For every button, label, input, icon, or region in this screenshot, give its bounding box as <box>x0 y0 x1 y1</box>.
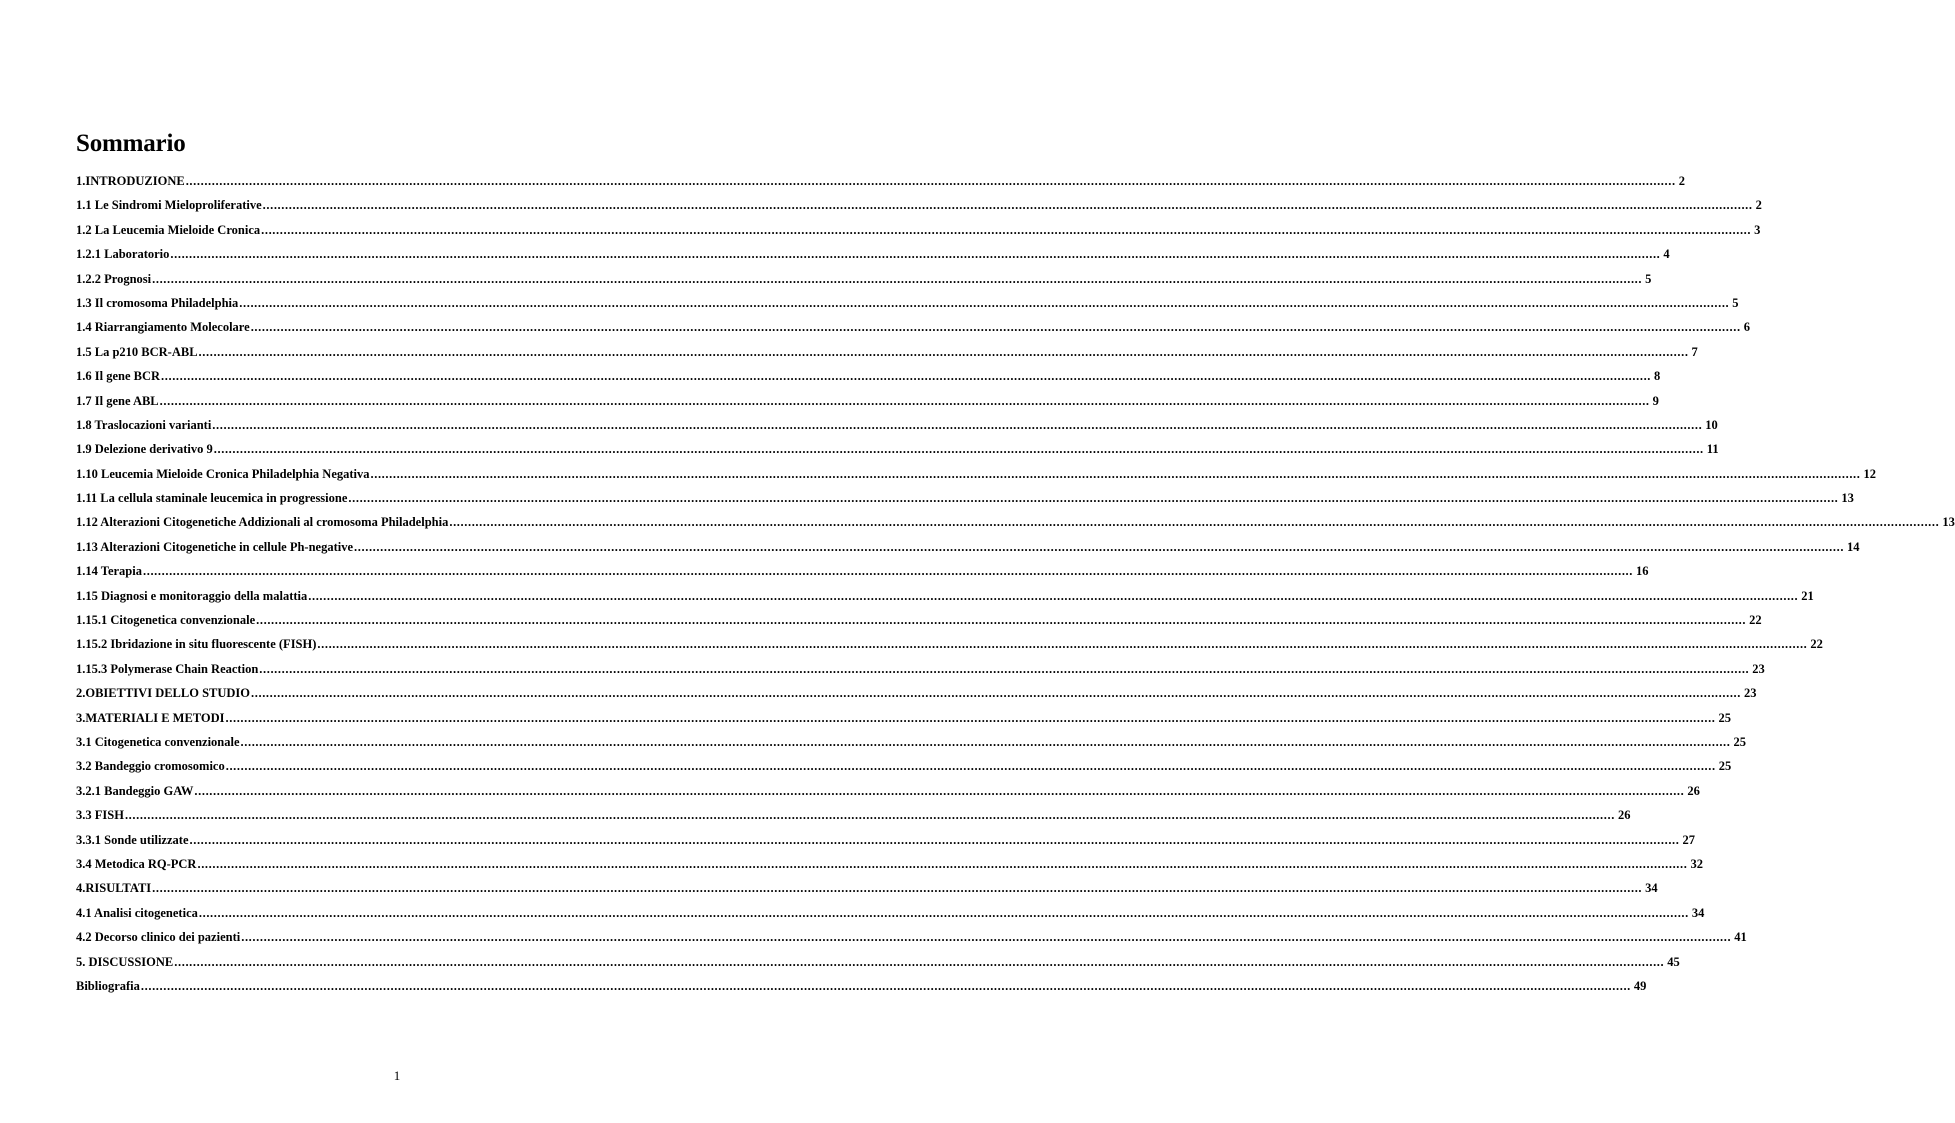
table-of-contents <box>76 169 1955 998</box>
toc-entry[interactable] <box>76 291 1739 315</box>
toc-entry-page: 12 <box>1863 466 1876 481</box>
toc-entry[interactable] <box>76 510 1955 534</box>
toc-entry-label: 5. DISCUSSIONE <box>76 954 174 969</box>
toc-entry-page: 34 <box>1691 905 1705 920</box>
toc-entry[interactable] <box>76 754 1732 778</box>
toc-leader-dots: ................................................................................................................................................................................................................................................................................................................................................................................................................ <box>262 198 1753 213</box>
toc-entry[interactable] <box>76 413 1718 437</box>
toc-entry[interactable] <box>76 803 1631 827</box>
toc-entry-label: 1.15.1 Citogenetica convenzionale <box>76 613 256 628</box>
toc-entry-page: 10 <box>1705 417 1718 432</box>
toc-entry-page: 6 <box>1743 320 1750 335</box>
toc-entry-label: 1.3 Il cromosoma Philadelphia <box>76 295 239 310</box>
toc-leader-dots: ................................................................................................................................................................................................................................................................................................................................................................................................................ <box>152 881 1643 896</box>
toc-entry[interactable] <box>76 169 1685 193</box>
toc-leader-dots: ................................................................................................................................................................................................................................................................................................................................................................................................................ <box>152 271 1643 286</box>
toc-entry[interactable] <box>76 706 1732 730</box>
toc-entry-page: 41 <box>1734 930 1747 945</box>
toc-entry-label: 1.11 La cellula staminale leucemica in progressione <box>76 491 348 506</box>
toc-entry-page: 45 <box>1667 954 1680 969</box>
toc-entry-page: 2 <box>1755 198 1762 213</box>
toc-leader-dots: ................................................................................................................................................................................................................................................................................................................................................................................................................ <box>213 442 1704 457</box>
toc-entry[interactable] <box>76 535 1860 559</box>
toc-entry-label: 1.4 Riarrangiamento Molecolare <box>76 320 250 335</box>
toc-entry[interactable] <box>76 925 1747 949</box>
toc-entry[interactable] <box>76 632 1823 656</box>
toc-entry[interactable] <box>76 657 1765 681</box>
toc-entry[interactable] <box>76 267 1652 291</box>
toc-entry[interactable] <box>76 584 1814 608</box>
toc-leader-dots: ................................................................................................................................................................................................................................................................................................................................................................................................................ <box>212 417 1703 432</box>
toc-entry-page: 16 <box>1636 564 1649 579</box>
toc-entry-page: 25 <box>1718 759 1732 774</box>
toc-leader-dots: ................................................................................................................................................................................................................................................................................................................................................................................................................ <box>259 661 1750 676</box>
toc-entry-page: 32 <box>1690 856 1703 871</box>
toc-leader-dots: ................................................................................................................................................................................................................................................................................................................................................................................................................ <box>143 564 1633 579</box>
toc-entry-label: 4.1 Analisi citogenetica <box>76 905 198 920</box>
toc-leader-dots: ................................................................................................................................................................................................................................................................................................................................................................................................................ <box>170 247 1661 262</box>
toc-entry[interactable] <box>76 364 1661 388</box>
toc-leader-dots: ................................................................................................................................................................................................................................................................................................................................................................................................................ <box>354 539 1845 554</box>
toc-entry-label: 1.15.3 Polymerase Chain Reaction <box>76 661 259 676</box>
toc-entry-label: 1.1 Le Sindromi Mieloproliferative <box>76 198 262 213</box>
toc-entry-page: 25 <box>1733 734 1747 749</box>
toc-leader-dots: ................................................................................................................................................................................................................................................................................................................................................................................................................ <box>348 491 1839 506</box>
toc-entry-label: 1.2.1 Laboratorio <box>76 247 170 262</box>
toc-entry-page: 4 <box>1663 247 1670 262</box>
toc-entry-label: 1.12 Alterazioni Citogenetiche Addizionali al cromosoma Philadelphia <box>76 515 449 530</box>
toc-entry[interactable] <box>76 462 1876 486</box>
toc-entry-label: 3.3 FISH <box>76 808 124 823</box>
toc-entry-page: 13 <box>1841 491 1854 506</box>
toc-leader-dots: ................................................................................................................................................................................................................................................................................................................................................................................................................ <box>198 905 1689 920</box>
toc-entry[interactable] <box>76 852 1703 876</box>
toc-leader-dots: ................................................................................................................................................................................................................................................................................................................................................................................................................ <box>198 344 1689 359</box>
toc-entry[interactable] <box>76 559 1649 583</box>
toc-entry-label: 3.2.1 Bandeggio GAW <box>76 783 194 798</box>
toc-entry[interactable] <box>76 730 1747 754</box>
toc-leader-dots: ................................................................................................................................................................................................................................................................................................................................................................................................................ <box>251 686 1742 701</box>
toc-entry[interactable] <box>76 193 1762 217</box>
toc-entry-page: 14 <box>1847 539 1860 554</box>
toc-entry[interactable] <box>76 486 1854 510</box>
toc-entry[interactable] <box>76 608 1762 632</box>
toc-entry-page: 13 <box>1942 515 1955 530</box>
toc-entry-label: 1.7 Il gene ABL <box>76 393 159 408</box>
toc-entry-page: 5 <box>1645 271 1652 286</box>
toc-leader-dots: ................................................................................................................................................................................................................................................................................................................................................................................................................ <box>317 637 1808 652</box>
toc-leader-dots: ................................................................................................................................................................................................................................................................................................................................................................................................................ <box>225 759 1716 774</box>
toc-entry[interactable] <box>76 437 1719 461</box>
toc-entry-page: 3 <box>1754 222 1761 237</box>
toc-entry-page: 22 <box>1810 637 1823 652</box>
toc-entry[interactable] <box>76 828 1695 852</box>
page-number: 1 <box>393 1068 401 1083</box>
toc-leader-dots: ................................................................................................................................................................................................................................................................................................................................................................................................................ <box>225 710 1716 725</box>
toc-entry[interactable] <box>76 950 1680 974</box>
toc-leader-dots: ................................................................................................................................................................................................................................................................................................................................................................................................................ <box>240 734 1731 749</box>
page-title: Sommario <box>76 130 186 157</box>
toc-entry-page: 34 <box>1645 881 1658 896</box>
toc-entry[interactable] <box>76 876 1658 900</box>
toc-leader-dots: ................................................................................................................................................................................................................................................................................................................................................................................................................ <box>197 856 1688 871</box>
toc-entry-label: 1.8 Traslocazioni varianti <box>76 417 212 432</box>
toc-entry-page: 8 <box>1654 369 1661 384</box>
toc-entry-label: 1.13 Alterazioni Citogenetiche in cellule Ph-negative <box>76 539 354 554</box>
toc-entry-label: 1.10 Leucemia Mieloide Cronica Philadelphia Negativa <box>76 466 370 481</box>
toc-entry-label: 1.9 Delezione derivativo 9 <box>76 442 213 457</box>
toc-leader-dots: ................................................................................................................................................................................................................................................................................................................................................................................................................ <box>159 393 1650 408</box>
toc-entry-label: 3.3.1 Sonde utilizzate <box>76 832 189 847</box>
toc-leader-dots: ................................................................................................................................................................................................................................................................................................................................................................................................................ <box>140 978 1631 993</box>
toc-leader-dots: ................................................................................................................................................................................................................................................................................................................................................................................................................ <box>308 588 1799 603</box>
toc-leader-dots: ................................................................................................................................................................................................................................................................................................................................................................................................................ <box>189 832 1680 847</box>
toc-entry[interactable] <box>76 218 1761 242</box>
toc-leader-dots: ................................................................................................................................................................................................................................................................................................................................................................................................................ <box>256 613 1747 628</box>
toc-entry-label: Bibliografia <box>76 978 140 993</box>
toc-leader-dots: ................................................................................................................................................................................................................................................................................................................................................................................................................ <box>250 320 1741 335</box>
toc-entry[interactable] <box>76 681 1757 705</box>
toc-entry-page: 11 <box>1706 442 1719 457</box>
toc-entry[interactable] <box>76 340 1698 364</box>
toc-entry-page: 23 <box>1752 661 1765 676</box>
toc-entry-page: 9 <box>1652 393 1659 408</box>
toc-entry-label: 1.15 Diagnosi e monitoraggio della malattia <box>76 588 308 603</box>
toc-entry[interactable] <box>76 242 1670 266</box>
toc-entry-label: 2.OBIETTIVI DELLO STUDIO <box>76 686 251 701</box>
toc-leader-dots: ................................................................................................................................................................................................................................................................................................................................................................................................................ <box>174 954 1665 969</box>
toc-leader-dots: ................................................................................................................................................................................................................................................................................................................................................................................................................ <box>370 466 1861 481</box>
toc-entry-page: 7 <box>1691 344 1698 359</box>
toc-entry-label: 4.2 Decorso clinico dei pazienti <box>76 930 241 945</box>
toc-entry-page: 5 <box>1732 295 1739 310</box>
toc-entry-label: 3.4 Metodica RQ-PCR <box>76 856 197 871</box>
toc-leader-dots: ................................................................................................................................................................................................................................................................................................................................................................................................................ <box>449 515 1940 530</box>
toc-entry-label: 1.2 La Leucemia Mieloide Cronica <box>76 222 261 237</box>
toc-entry-label: 1.14 Terapia <box>76 564 142 579</box>
toc-leader-dots: ................................................................................................................................................................................................................................................................................................................................................................................................................ <box>161 369 1652 384</box>
toc-entry-label: 1.5 La p210 BCR-ABL <box>76 344 198 359</box>
toc-leader-dots: ................................................................................................................................................................................................................................................................................................................................................................................................................ <box>185 174 1676 188</box>
toc-entry-label: 1.2.2 Prognosi <box>76 271 152 286</box>
toc-entry-page: 26 <box>1687 783 1700 798</box>
toc-leader-dots: ................................................................................................................................................................................................................................................................................................................................................................................................................ <box>124 808 1615 823</box>
toc-entry-page: 21 <box>1801 588 1814 603</box>
toc-entry-label: 3.2 Bandeggio cromosomico <box>76 759 225 774</box>
toc-entry-label: 1.6 Il gene BCR <box>76 369 161 384</box>
toc-entry[interactable] <box>76 974 1647 998</box>
toc-entry-page: 27 <box>1682 832 1695 847</box>
toc-entry-page: 22 <box>1749 613 1762 628</box>
toc-entry-page: 26 <box>1617 808 1631 823</box>
toc-entry-label: 1.15.2 Ibridazione in situ fluorescente (FISH) <box>76 637 317 652</box>
toc-leader-dots: ................................................................................................................................................................................................................................................................................................................................................................................................................ <box>241 930 1732 945</box>
toc-entry-label: 1.INTRODUZIONE <box>76 174 185 188</box>
toc-leader-dots: ................................................................................................................................................................................................................................................................................................................................................................................................................ <box>194 783 1685 798</box>
toc-entry-page: 2 <box>1678 174 1685 188</box>
toc-entry-label: 3.MATERIALI E METODI <box>76 710 225 725</box>
toc-entry-page: 49 <box>1633 978 1647 993</box>
toc-entry-label: 4.RISULTATI <box>76 881 152 896</box>
toc-entry[interactable] <box>76 901 1705 925</box>
toc-leader-dots: ................................................................................................................................................................................................................................................................................................................................................................................................................ <box>261 222 1752 237</box>
toc-entry[interactable] <box>76 389 1659 413</box>
toc-leader-dots: ................................................................................................................................................................................................................................................................................................................................................................................................................ <box>239 295 1730 310</box>
toc-entry-page: 23 <box>1744 686 1757 701</box>
toc-entry[interactable] <box>76 779 1700 803</box>
toc-entry[interactable] <box>76 315 1750 339</box>
toc-entry-page: 25 <box>1718 710 1732 725</box>
toc-entry-label: 3.1 Citogenetica convenzionale <box>76 734 240 749</box>
